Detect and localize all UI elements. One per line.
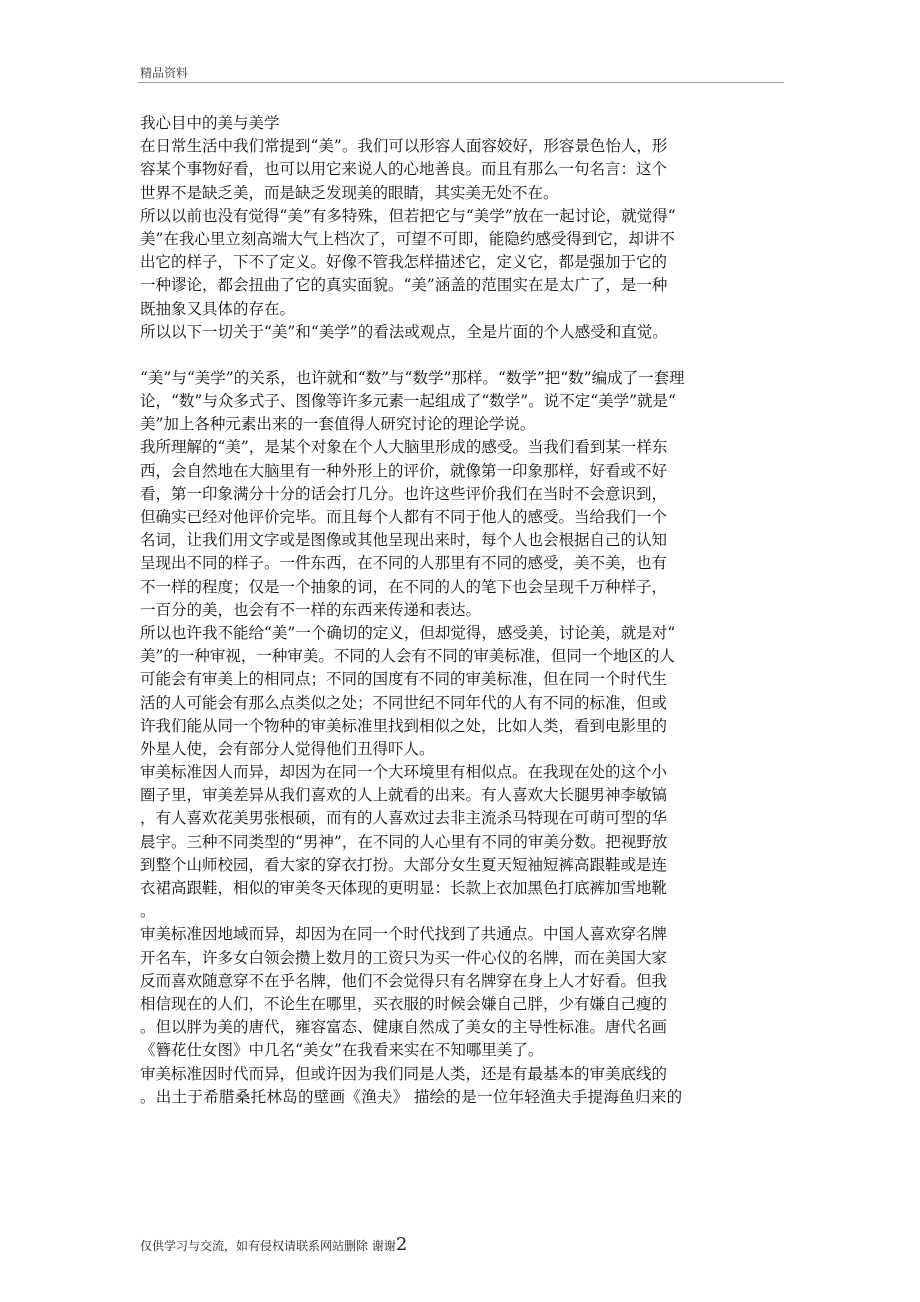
text-line: 西，会自然地在大脑里有一种外形上的评价，就像第一印象那样，好看或不好 [140, 461, 668, 480]
page-footer [140, 1234, 407, 1255]
text-line: 审美标准因时代而异，但或许因为我们同是人类，还是有最基本的审美底线的 [140, 1064, 668, 1083]
text-line: 圈子里，审美差异从我们喜欢的人上就看的出来。有人喜欢大长腿男神李敏镐 [140, 786, 668, 805]
text-line: 到整个山师校园，看大家的穿衣打扮。大部分女生夏天短袖短裤高跟鞋或是连 [140, 855, 668, 874]
text-line: 美”在我心里立刻高端大气上档次了，可望不可即，能隐约感受得到它，却讲不 [140, 229, 675, 248]
text-line: 在日常生活中我们常提到“美”。我们可以形容人面容姣好，形容景色怡人，形 [140, 137, 668, 156]
text-line: 所以以下一切关于“美”和“美学”的看法或观点，全是片面的个人感受和直觉。 [140, 322, 668, 341]
text-line: 《簪花仕女图》中几名“美女”在我看来实在不知哪里美了。 [140, 1041, 544, 1060]
text-line: 所以以前也没有觉得“美”有多特殊，但若把它与“美学”放在一起讨论，就觉得“ [140, 206, 676, 225]
text-line: 呈现出不同的样子。一件东西，在不同的人那里有不同的感受，美不美，也有 [140, 554, 668, 573]
text-line: 晨宇。三种不同类型的“男神”，在不同的人心里有不同的审美分数。把视野放 [140, 832, 668, 851]
text-line: 美”的一种审视，一种审美。不同的人会有不同的审美标准，但同一个地区的人 [140, 647, 675, 666]
text-line: 审美标准因地域而异，却因为在同一个时代找到了共通点。中国人喜欢穿名牌 [140, 925, 668, 944]
text-line: 名词，让我们用文字或是图像或其他呈现出来时，每个人也会根据自己的认知 [140, 531, 668, 550]
page-header-label: 精品资料 [140, 66, 189, 80]
text-line: 反而喜欢随意穿不在乎名牌，他们不会觉得只有名牌穿在身上人才好看。但我 [140, 971, 668, 990]
text-line: 活的人可能会有那么点类似之处；不同世纪不同年代的人有不同的标准，但或 [140, 693, 668, 712]
text-line: 出它的样子，下不了定义。好像不管我怎样描述它，定义它，都是强加于它的 [140, 253, 668, 272]
text-line: 开名车，许多女白领会攒上数月的工资只为买一件心仪的名牌，而在美国大家 [140, 948, 668, 967]
text-line: ，有人喜欢花美男张根硕，而有的人喜欢过去非主流杀马特现在可萌可型的华 [140, 809, 668, 828]
text-line: 看，第一印象满分十分的话会打几分。也许这些评价我们在当时不会意识到， [140, 484, 668, 503]
text-line: 美”加上各种元素出来的一套值得人研究讨论的理论学说。 [140, 415, 536, 434]
article-title: 我心目中的美与美学 [140, 114, 280, 132]
text-line: 相信现在的人们，不论生在哪里，买衣服的时候会嫌自己胖，少有嫌自己瘦的 [140, 994, 668, 1013]
paragraph-gap [140, 344, 778, 367]
text-line: 世界不是缺乏美，而是缺乏发现美的眼睛，其实美无处不在。 [140, 183, 559, 202]
text-line: 审美标准因人而异，却因为在同一个大环境里有相似点。在我现在处的这个小 [140, 763, 668, 782]
text-line: 我所理解的“美”，是某个对象在个人大脑里形成的感受。当我们看到某一样东 [140, 438, 668, 457]
footer-text: 仅供学习与交流，如有侵权请联系网站删除 谢谢 [140, 1239, 396, 1253]
article-body [140, 112, 778, 1109]
text-line: 但确实已经对他评价完毕。而且每个人都有不同于他人的感受。当给我们一个 [140, 508, 668, 526]
text-line: 。 [140, 902, 156, 921]
text-line: 一种谬论，都会扭曲了它的真实面貌。“美”涵盖的范围实在是太广了，是一种 [140, 276, 668, 295]
text-line: 容某个事物好看，也可以用它来说人的心地善良。而且有那么一句名言：这个 [140, 160, 668, 179]
text-line: 。但以胖为美的唐代，雍容富态、健康自然成了美女的主导性标准。唐代名画 [140, 1018, 668, 1037]
text-line: 所以也许我不能给“美”一个确切的定义，但却觉得，感受美，讨论美，就是对“ [140, 623, 676, 642]
text-line: 一百分的美，也会有不一样的东西来传递和表达。 [140, 600, 482, 619]
text-line: 许我们能从同一个物种的审美标准里找到相似之处，比如人类，看到电影里的 [140, 716, 668, 735]
header-divider [138, 82, 784, 83]
text-line: 外星人使，会有部分人觉得他们丑得吓人。 [140, 739, 435, 758]
text-line: 衣裙高跟鞋，相似的审美冬天体现的更明显：长款上衣加黑色打底裤加雪地靴 [140, 879, 668, 897]
text-line: 论，“数”与众多式子、图像等许多元素一起组成了“数学”。说不定“美学”就是“ [140, 392, 676, 411]
text-line: 不一样的程度；仅是一个抽象的词，在不同的人的笔下也会呈现千万种样子， [140, 577, 668, 596]
text-line: 。出土于希腊桑托林岛的壁画《渔夫》 描绘的是一位年轻渔夫手提海鱼归来的 [140, 1087, 683, 1106]
page-number: 2 [395, 1234, 408, 1255]
text-line: 既抽象又具体的存在。 [140, 299, 296, 318]
text-line: “美”与“美学”的关系，也许就和“数”与“数学”那样。“数学”把“数”编成了一套理 [140, 368, 685, 387]
text-line: 可能会有审美上的相同点；不同的国度有不同的审美标准，但在同一个时代生 [140, 670, 668, 689]
